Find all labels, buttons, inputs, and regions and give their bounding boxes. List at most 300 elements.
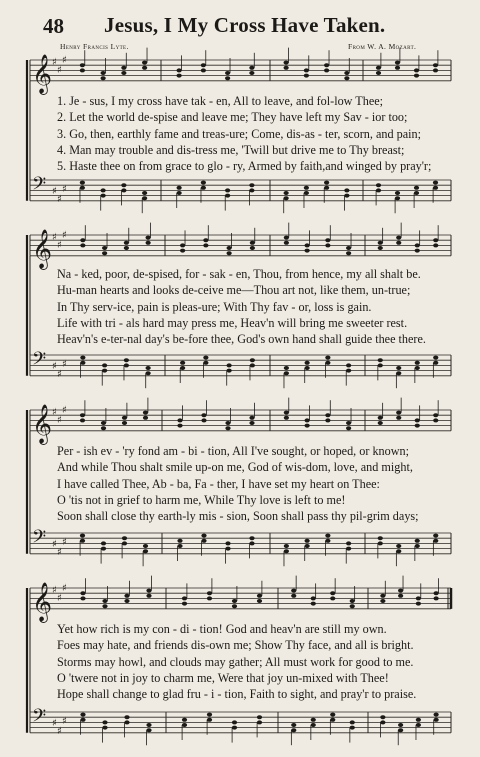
note-head xyxy=(201,413,206,417)
note-head xyxy=(284,241,289,245)
lyric-line: Life with tri - als hard may press me, Heav'n will bring me sweeter rest. xyxy=(57,315,408,330)
note-head xyxy=(80,534,85,538)
note-head xyxy=(207,596,212,600)
note-head xyxy=(146,723,151,727)
note-head xyxy=(232,720,237,724)
note-head xyxy=(257,715,262,719)
note-head xyxy=(122,421,127,425)
note-head xyxy=(80,68,85,72)
note-head xyxy=(344,188,349,192)
note-head xyxy=(101,188,106,192)
note-head xyxy=(415,249,420,253)
note-head xyxy=(142,66,147,70)
lyric-line: And while Thou shalt smile up-on me, God of wis-dom, love, and might, xyxy=(57,460,413,475)
note-head xyxy=(124,241,129,245)
note-head xyxy=(146,594,151,598)
note-head xyxy=(180,361,185,365)
lyric-line: I have called Thee, Ab - ba, Fa - ther, I have set my heart on Thee: xyxy=(57,476,380,491)
note-head xyxy=(143,544,148,548)
note-head xyxy=(350,720,355,724)
note-head xyxy=(305,366,310,370)
note-head xyxy=(311,596,316,600)
note-head xyxy=(124,358,129,362)
note-head xyxy=(80,186,85,190)
note-head xyxy=(124,720,129,724)
treble-clef-icon: 𝄞 xyxy=(32,53,53,94)
note-head xyxy=(101,547,106,551)
note-head xyxy=(396,371,401,375)
note-head xyxy=(143,549,148,553)
lyric-line: Yet how rich is my con - di - tion! God and heav'n are still my own. xyxy=(57,622,387,636)
note-head xyxy=(346,426,351,430)
note-head xyxy=(257,720,262,724)
note-head xyxy=(324,68,329,72)
note-head xyxy=(249,188,254,192)
lyric-line: Soon shall close thy earth-ly mis - sion, Soon shall pass thy pil-grim days; xyxy=(57,509,419,524)
note-head xyxy=(142,61,147,65)
note-head xyxy=(232,726,237,730)
note-head xyxy=(380,715,385,719)
note-head xyxy=(311,602,316,606)
note-head xyxy=(350,604,355,608)
note-head xyxy=(304,191,309,195)
lyric-line: Hope shall change to glad fru - i - tion, Faith to sight, and pray'r to praise. xyxy=(57,687,417,702)
note-head xyxy=(344,76,349,80)
sharp-icon: ♯ xyxy=(62,230,67,241)
note-head xyxy=(124,715,129,719)
note-head xyxy=(250,246,255,250)
note-head xyxy=(101,76,106,80)
note-head xyxy=(378,246,383,250)
note-head xyxy=(433,181,438,185)
note-head xyxy=(232,599,237,603)
note-head xyxy=(143,416,148,420)
note-head xyxy=(207,713,212,717)
note-head xyxy=(225,421,230,425)
note-head xyxy=(376,71,381,75)
note-head xyxy=(121,71,126,75)
note-head xyxy=(142,196,147,200)
note-head xyxy=(416,602,421,606)
note-head xyxy=(201,539,206,543)
note-head xyxy=(257,594,262,598)
note-head xyxy=(284,366,289,370)
note-head xyxy=(207,718,212,722)
note-head xyxy=(203,361,208,365)
treble-clef-icon: 𝄞 xyxy=(32,228,53,269)
note-head xyxy=(395,196,400,200)
note-head xyxy=(225,71,230,75)
sharp-icon: ♯ xyxy=(52,186,57,197)
note-head xyxy=(177,424,182,428)
note-head xyxy=(325,243,330,247)
note-head xyxy=(325,356,330,360)
note-head xyxy=(250,358,255,362)
note-head xyxy=(122,536,127,540)
note-head xyxy=(346,363,351,367)
note-head xyxy=(311,718,316,722)
note-head xyxy=(291,594,296,598)
treble-clef-icon: 𝄞 xyxy=(32,581,53,622)
note-head xyxy=(80,718,85,722)
note-head xyxy=(325,413,330,417)
note-head xyxy=(346,251,351,255)
note-head xyxy=(203,356,208,360)
note-head xyxy=(416,723,421,727)
note-head xyxy=(416,718,421,722)
note-head xyxy=(344,71,349,75)
note-head xyxy=(330,718,335,722)
note-head xyxy=(396,549,401,553)
lyric-line: Foes may hate, and friends dis-own me; Show Thy face, and all is bright. xyxy=(57,638,414,653)
note-head xyxy=(225,188,230,192)
lyric-line: 3. Go, then, earthly fame and treas-ure; Come, dis-as - ter, scorn, and pain; xyxy=(57,126,421,141)
note-head xyxy=(146,366,151,370)
note-head xyxy=(249,66,254,70)
note-head xyxy=(124,594,129,598)
note-head xyxy=(378,541,383,545)
note-head xyxy=(304,186,309,190)
sharp-icon: ♯ xyxy=(62,359,67,370)
note-head xyxy=(330,591,335,595)
note-head xyxy=(102,720,107,724)
note-head xyxy=(434,596,439,600)
note-head xyxy=(304,74,309,78)
note-head xyxy=(225,426,230,430)
bass-clef-icon: 𝄢 xyxy=(32,349,47,374)
note-head xyxy=(101,421,106,425)
note-head xyxy=(433,539,438,543)
note-head xyxy=(346,369,351,373)
note-head xyxy=(324,63,329,67)
sharp-icon: ♯ xyxy=(52,232,57,243)
note-head xyxy=(101,426,106,430)
note-head xyxy=(330,596,335,600)
note-head xyxy=(101,541,106,545)
note-head xyxy=(415,418,420,422)
hymn-title: Jesus, I My Cross Have Taken. xyxy=(104,13,386,37)
note-head xyxy=(434,718,439,722)
note-head xyxy=(291,723,296,727)
note-head xyxy=(434,713,439,717)
note-head xyxy=(182,718,187,722)
note-head xyxy=(225,541,230,545)
sharp-icon: ♯ xyxy=(62,537,67,548)
note-head xyxy=(396,411,401,415)
note-head xyxy=(101,194,106,198)
note-head xyxy=(346,246,351,250)
note-head xyxy=(102,604,107,608)
note-head xyxy=(182,596,187,600)
treble-clef-icon: 𝄞 xyxy=(32,403,53,444)
note-head xyxy=(305,243,310,247)
note-head xyxy=(177,539,182,543)
note-head xyxy=(177,191,182,195)
note-head xyxy=(433,243,438,247)
words-credit: Henry Francis Lyte. xyxy=(60,42,129,51)
note-head xyxy=(398,728,403,732)
sharp-icon: ♯ xyxy=(52,407,57,418)
note-head xyxy=(80,356,85,360)
note-head xyxy=(122,541,127,545)
lyric-line: Na - ked, poor, de-spised, for - sak - en, Thou, from hence, my all shalt be. xyxy=(57,267,421,281)
note-head xyxy=(80,413,85,417)
lyric-line: Storms may howl, and clouds may gather; All must work for good to me. xyxy=(57,654,414,669)
note-head xyxy=(102,599,107,603)
note-head xyxy=(396,236,401,240)
note-head xyxy=(378,536,383,540)
note-head xyxy=(201,418,206,422)
note-head xyxy=(415,539,420,543)
note-head xyxy=(80,713,85,717)
music-credit: From W. A. Mozart. xyxy=(348,42,417,51)
note-head xyxy=(143,411,148,415)
sharp-icon: ♯ xyxy=(62,55,67,66)
lyric-line: 2. Let the world de-spise and leave me; They have left my Sav - ior too; xyxy=(57,110,408,125)
note-head xyxy=(232,604,237,608)
sharp-icon: ♯ xyxy=(52,539,57,550)
sharp-icon: ♯ xyxy=(57,240,62,251)
note-head xyxy=(380,599,385,603)
note-head xyxy=(227,251,232,255)
sharp-icon: ♯ xyxy=(62,583,67,594)
note-head xyxy=(414,68,419,72)
lyric-line: Heav'n's e-ter-nal day's be-fore thee, God's own hand shall guide thee there. xyxy=(57,332,426,347)
note-head xyxy=(433,63,438,67)
note-head xyxy=(398,589,403,593)
note-head xyxy=(398,594,403,598)
note-head xyxy=(284,416,289,420)
note-head xyxy=(207,591,212,595)
note-head xyxy=(250,241,255,245)
note-head xyxy=(203,243,208,247)
note-head xyxy=(225,76,230,80)
note-head xyxy=(325,418,330,422)
sharp-icon: ♯ xyxy=(57,194,62,205)
note-head xyxy=(433,534,438,538)
note-head xyxy=(249,541,254,545)
note-head xyxy=(414,191,419,195)
note-head xyxy=(177,186,182,190)
note-head xyxy=(257,599,262,603)
note-head xyxy=(146,236,151,240)
note-head xyxy=(324,186,329,190)
note-head xyxy=(80,361,85,365)
sharp-icon: ♯ xyxy=(57,726,62,737)
note-head xyxy=(180,366,185,370)
note-head xyxy=(80,418,85,422)
note-head xyxy=(201,186,206,190)
note-head xyxy=(433,68,438,72)
note-head xyxy=(396,366,401,370)
note-head xyxy=(180,243,185,247)
note-head xyxy=(376,183,381,187)
lyric-line: 4. Man may trouble and dis-tress me, 'Twill but drive me to Thy breast; xyxy=(57,142,405,157)
note-head xyxy=(80,63,85,67)
note-head xyxy=(414,186,419,190)
bass-clef-icon: 𝄢 xyxy=(32,706,47,731)
sharp-icon: ♯ xyxy=(57,593,62,604)
note-head xyxy=(305,418,310,422)
note-head xyxy=(380,594,385,598)
note-head xyxy=(284,544,289,548)
note-head xyxy=(350,726,355,730)
note-head xyxy=(124,599,129,603)
note-head xyxy=(249,71,254,75)
note-head xyxy=(291,728,296,732)
note-head xyxy=(376,188,381,192)
note-head xyxy=(305,544,310,548)
note-head xyxy=(414,74,419,78)
note-head xyxy=(380,720,385,724)
sharp-icon: ♯ xyxy=(57,415,62,426)
note-head xyxy=(324,181,329,185)
note-head xyxy=(284,196,289,200)
note-head xyxy=(284,236,289,240)
note-head xyxy=(325,361,330,365)
note-head xyxy=(396,544,401,548)
bass-clef-icon: 𝄢 xyxy=(32,527,47,552)
sharp-icon: ♯ xyxy=(57,547,62,558)
note-head xyxy=(102,246,107,250)
lyric-line: Hu-man hearts and looks de-ceive me—Thou art not, like them, un-true; xyxy=(57,283,411,298)
note-head xyxy=(146,589,151,593)
note-head xyxy=(124,246,129,250)
note-head xyxy=(250,363,255,367)
note-head xyxy=(304,68,309,72)
note-head xyxy=(249,183,254,187)
note-head xyxy=(146,728,151,732)
note-head xyxy=(227,363,232,367)
note-head xyxy=(395,191,400,195)
sharp-icon: ♯ xyxy=(57,369,62,380)
note-head xyxy=(201,181,206,185)
lyric-line: Per - ish ev - 'ry fond am - bi - tion, All I've sought, or hoped, or known; xyxy=(57,444,410,458)
note-head xyxy=(80,591,85,595)
note-head xyxy=(350,599,355,603)
note-head xyxy=(284,66,289,70)
note-head xyxy=(284,549,289,553)
sharp-icon: ♯ xyxy=(62,405,67,416)
bass-clef-icon: 𝄢 xyxy=(32,174,47,199)
note-head xyxy=(249,536,254,540)
note-head xyxy=(177,418,182,422)
note-head xyxy=(415,366,420,370)
note-head xyxy=(325,539,330,543)
note-head xyxy=(305,249,310,253)
note-head xyxy=(121,183,126,187)
note-head xyxy=(80,539,85,543)
note-head xyxy=(378,421,383,425)
note-head xyxy=(378,241,383,245)
note-head xyxy=(124,363,129,367)
note-head xyxy=(121,66,126,70)
note-head xyxy=(434,591,439,595)
note-head xyxy=(121,188,126,192)
note-head xyxy=(142,191,147,195)
note-head xyxy=(146,371,151,375)
note-head xyxy=(433,356,438,360)
note-head xyxy=(80,243,85,247)
sharp-icon: ♯ xyxy=(52,718,57,729)
note-head xyxy=(396,416,401,420)
lyric-line: O 'tis not in grief to harm me, While Thy love is left to me! xyxy=(57,492,346,507)
note-head xyxy=(305,539,310,543)
sharp-icon: ♯ xyxy=(52,361,57,372)
lyric-line: 5. Haste thee on from grace to glo - ry, Armed by faith,and winged by pray'r; xyxy=(57,159,432,174)
note-head xyxy=(182,723,187,727)
note-head xyxy=(102,369,107,373)
note-head xyxy=(346,541,351,545)
note-head xyxy=(102,726,107,730)
note-head xyxy=(180,249,185,253)
note-head xyxy=(395,66,400,70)
note-head xyxy=(433,186,438,190)
sharp-icon: ♯ xyxy=(62,716,67,727)
note-head xyxy=(378,416,383,420)
note-head xyxy=(80,596,85,600)
note-head xyxy=(201,534,206,538)
note-head xyxy=(182,602,187,606)
note-head xyxy=(433,413,438,417)
note-head xyxy=(80,181,85,185)
note-head xyxy=(305,424,310,428)
note-head xyxy=(396,241,401,245)
note-head xyxy=(376,66,381,70)
note-head xyxy=(291,589,296,593)
note-head xyxy=(249,421,254,425)
note-head xyxy=(225,194,230,198)
note-head xyxy=(330,713,335,717)
note-head xyxy=(415,424,420,428)
note-head xyxy=(284,371,289,375)
note-head xyxy=(415,544,420,548)
note-head xyxy=(203,238,208,242)
note-head xyxy=(227,246,232,250)
note-head xyxy=(433,418,438,422)
note-head xyxy=(201,63,206,67)
lyric-line: In Thy serv-ice, pain is pleas-ure; With Thy fav - or, loss is gain. xyxy=(57,299,372,314)
note-head xyxy=(284,191,289,195)
note-head xyxy=(344,194,349,198)
note-head xyxy=(415,361,420,365)
note-head xyxy=(284,411,289,415)
note-head xyxy=(433,361,438,365)
sharp-icon: ♯ xyxy=(52,585,57,596)
note-head xyxy=(305,361,310,365)
note-head xyxy=(415,243,420,247)
lyric-line: O 'twere not in joy to charm me, Were that joy un-mixed with Thee! xyxy=(57,670,389,685)
note-head xyxy=(102,363,107,367)
note-head xyxy=(80,238,85,242)
note-head xyxy=(416,596,421,600)
note-head xyxy=(249,416,254,420)
note-head xyxy=(146,241,151,245)
note-head xyxy=(177,544,182,548)
note-head xyxy=(227,369,232,373)
sharp-icon: ♯ xyxy=(62,184,67,195)
note-head xyxy=(311,723,316,727)
note-head xyxy=(346,547,351,551)
note-head xyxy=(201,68,206,72)
sharp-icon: ♯ xyxy=(57,65,62,76)
note-head xyxy=(325,238,330,242)
note-head xyxy=(122,416,127,420)
note-head xyxy=(378,358,383,362)
note-head xyxy=(102,251,107,255)
page-number: 48 xyxy=(43,14,64,38)
note-head xyxy=(177,74,182,78)
